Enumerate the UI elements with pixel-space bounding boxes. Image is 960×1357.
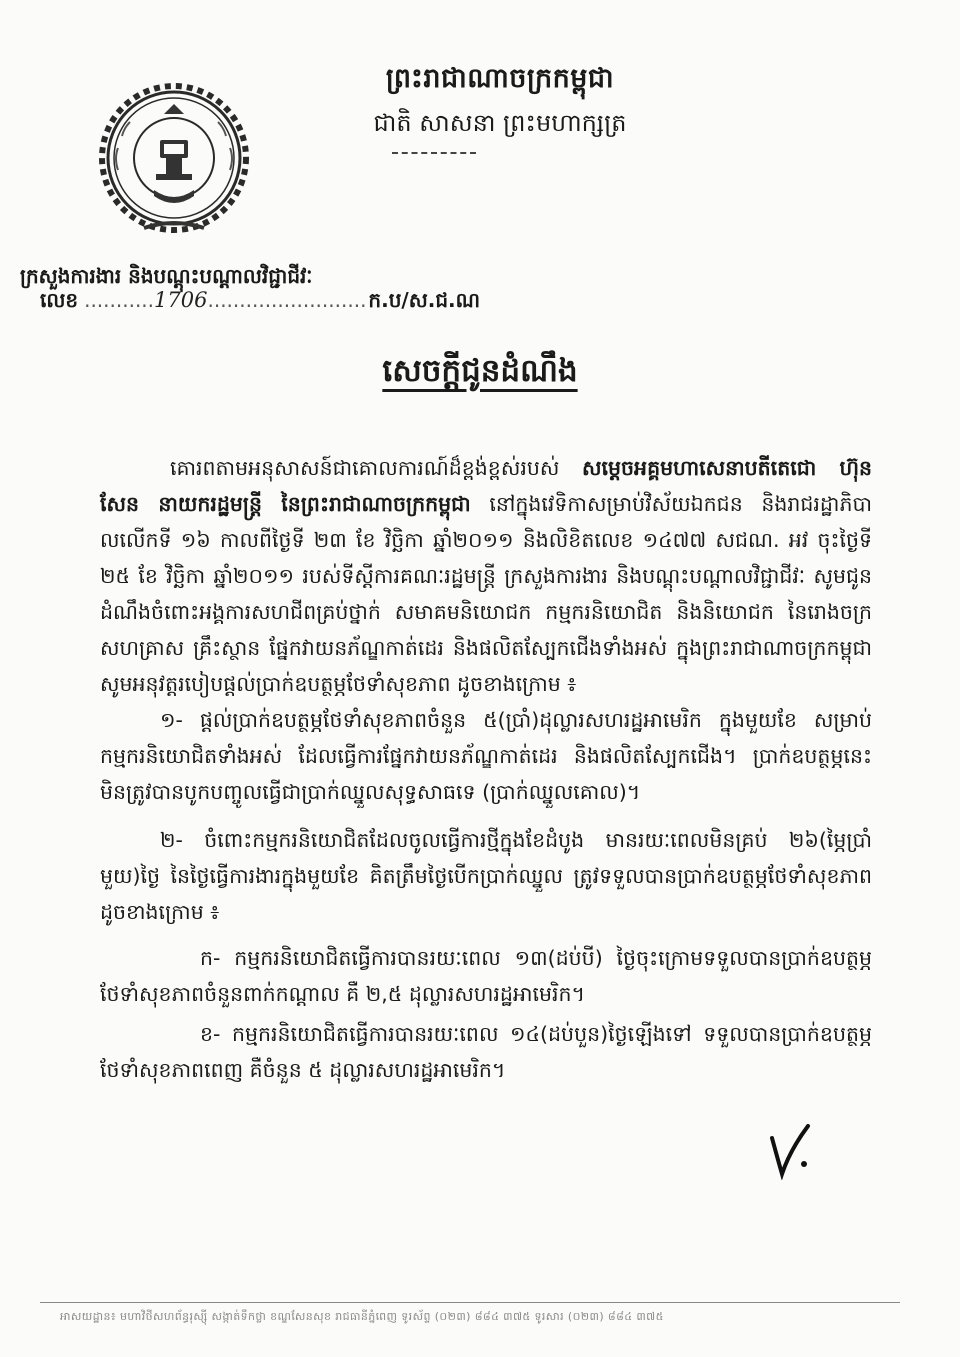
national-motto: ជាតិ សាសនា ព្រះមហាក្សត្រ [373,109,627,137]
intro-lead: គោរពតាមអនុសាសន៍ជាគោលការណ៍ដ៏ខ្ពង់ខ្ពស់របស់ [170,456,560,480]
reference-number: 1706 [154,288,208,312]
notice-title: សេចក្តីជូនដំណឹង [382,353,578,389]
intro-paragraph [100,450,872,702]
clause-2b: ខ- កម្មករនិយោជិតធ្វើការបានរយៈពេល ១៤(ដប់បួន)ថ្ងៃឡើងទៅ ទទួលបានប្រាក់ឧបត្ថម្ភថែទាំសុខភាពពេញ គឺចំនួន ៥ ដុល្លារសហរដ្ឋអាមេរិក។ [100,1022,872,1082]
reference-line: លេខ ...........1706......................... ក.ប/ស.ជ.ណ [40,288,481,312]
initial-signature-icon [760,1120,830,1180]
ministry-seal-icon [94,78,254,238]
clause-2a: ក- កម្មករនិយោជិតធ្វើការបានរយៈពេល ១៣(ដប់បី) ថ្ងៃចុះក្រោមទទួលបានប្រាក់ឧបត្ថម្ភថែទាំសុខភាពចំនួនពាក់កណ្តាល គឺ ២,៥ ដុល្លារសហរដ្ឋអាមេរិក។ [100,946,872,1006]
intro-rest: នៅក្នុងវេទិកាសម្រាប់វិស័យឯកជន និងរាជរដ្ឋាភិបាលលើកទី ១៦ កាលពីថ្ងៃទី ២៣ ខែ វិច្ឆិកា ឆ្នាំ២០១១ និងលិខិតលេខ ១៤៧៧ សជណ. អវ ចុះថ្ងៃទី ២៥ ខែ វិច្ឆិកា ឆ្នាំ២០១១ របស់ទីស្តីការគណៈរដ្ឋមន្ត្រី ក្រសួងការងារ និងបណ្តុះបណ្តាលវិជ្ជាជីវៈ សូមជូនដំណឹងចំពោះអង្គការសហជីពគ្រប់ថ្នាក់ សមាគមនិយោជក កម្មករនិយោជិត និងនិយោជក នៃរោងចក្រ សហគ្រាស គ្រឹះស្ថាន ផ្នែកវាយនភ័ណ្ឌកាត់ដេរ និងផលិតស្បែកជើងទាំងអស់ ក្នុងព្រះរាជាណាចក្រកម្ពុជា សូមអនុវត្តរបៀបផ្តល់ប្រាក់ឧបត្ថម្ភថែទាំសុខភាព ដូចខាងក្រោម ៖ [100,492,872,696]
footer-rule [40,1302,900,1303]
ministry-name: ក្រសួងការងារ និងបណ្តុះបណ្តាលវិជ្ជាជីវៈ [20,264,313,288]
clause-2: ២- ចំពោះកម្មករនិយោជិតដែលចូលធ្វើការថ្មីក្នុងខែដំបូង មានរយៈពេលមិនគ្រប់ ២៦(ម្ភៃប្រាំមួយ)ថ្ងៃ នៃថ្ងៃធ្វើការងារក្នុងមួយខែ គិតត្រឹមថ្ងៃបើកប្រាក់ឈ្នួល ត្រូវទទួលបានប្រាក់ឧបត្ថម្ភថែទាំសុខភាព ដូចខាងក្រោម ៖ [100,828,872,924]
notice-body [100,450,872,1088]
reference-label: លេខ [40,288,79,312]
header-ornament [392,152,476,154]
clause-1: ១- ផ្តល់ប្រាក់ឧបត្ថម្ភថែទាំសុខភាពចំនួន ៥(ប្រាំ)ដុល្លារសហរដ្ឋអាមេរិក ក្នុងមួយខែ សម្រាប់កម្មករនិយោជិតទាំងអស់ ដែលធ្វើការផ្នែកវាយនភ័ណ្ឌកាត់ដេរ និងផលិតស្បែកជើង។ ប្រាក់ឧបត្ថម្ភនេះ មិនត្រូវបានបូកបញ្ចូលធ្វើជាប្រាក់ឈ្នួលសុទ្ធសាធទេ (ប្រាក់ឈ្នួលគោល)។ [100,708,872,804]
prime-minister-name: សម្តេចអគ្គមហាសេនាបតីតេជោ ហ៊ុន សែន នាយករដ្ឋមន្ត្រី នៃព្រះរាជាណាចក្រកម្ពុជា [100,456,872,516]
kingdom-header: ព្រះរាជាណាចក្រកម្ពុជា [385,63,615,94]
footer-address: អាសយដ្ឋាន៖ មហាវិថីសហព័ន្ធរុស្ស៊ី សង្កាត់ទឹកថ្លា ខណ្ឌសែនសុខ រាជធានីភ្នំពេញ ទូរស័ព្ទ (០២៣) ៨៨៤ ៣៧៥ ទូរសារ (០២៣) ៨៨៤ ៣៧៥ [60,1310,664,1323]
reference-code: ក.ប/ស.ជ.ណ [368,288,481,312]
